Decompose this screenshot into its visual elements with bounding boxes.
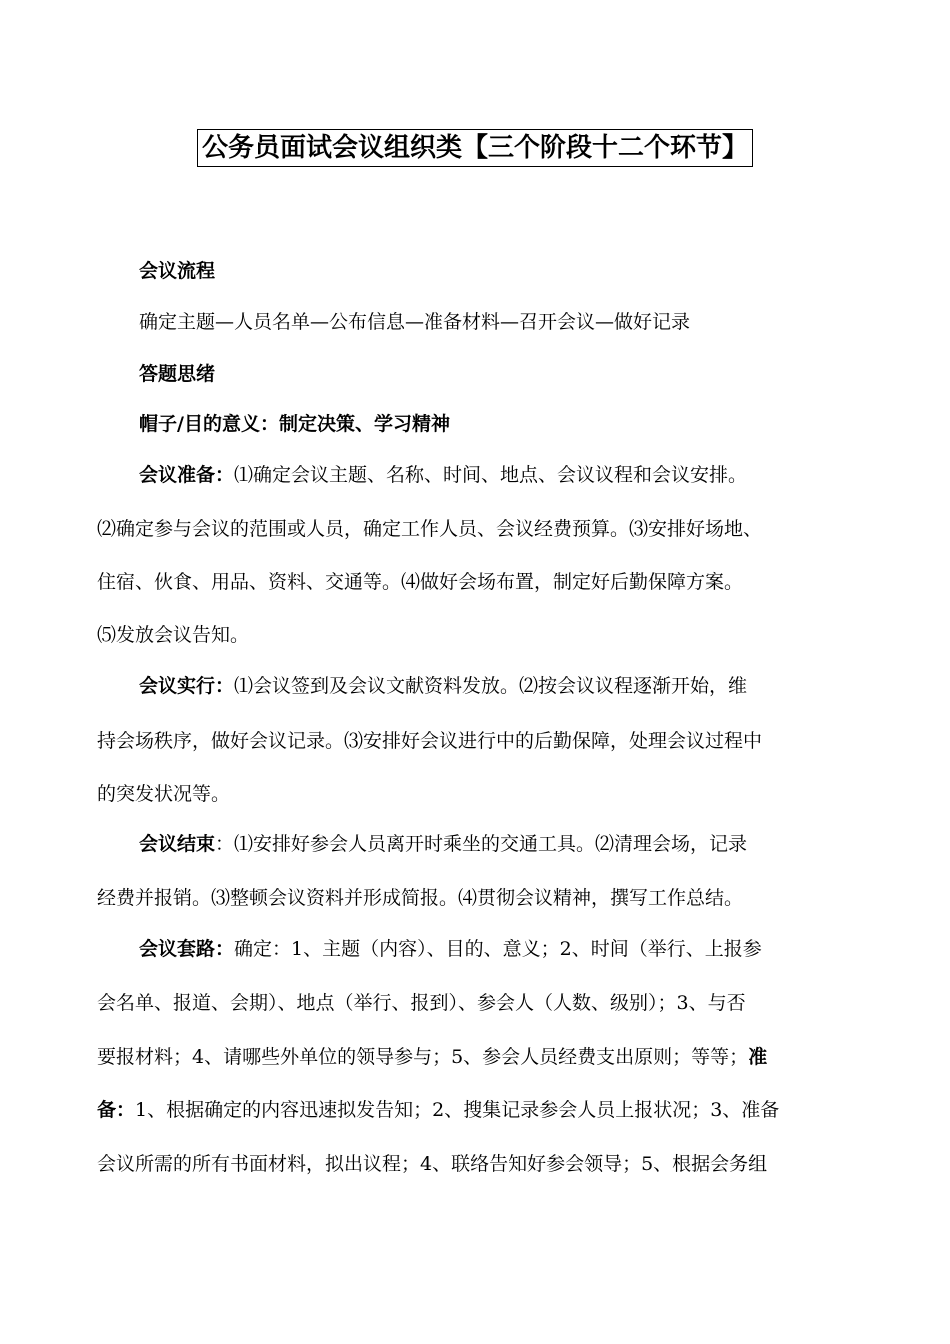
routine-line-1: 确定：1、主题（内容）、目的、意义；2、时间（举行、上报参 bbox=[234, 938, 762, 960]
end-label: 会议结束 bbox=[139, 833, 216, 855]
exec-line-1: ⑴会议签到及会议文献资料发放。⑵按会议议程逐渐开始，维 bbox=[234, 675, 748, 697]
end-line-1: ：⑴安排好参会人员离开时乘坐的交通工具。⑵清理会场，记录 bbox=[215, 833, 748, 855]
prep-label: 会议准备： bbox=[139, 464, 235, 486]
thinking-heading: 答题思绪 bbox=[139, 363, 216, 385]
exec-label: 会议实行： bbox=[139, 675, 235, 697]
hat-line: 帽子/目的意义：制定决策、学习精神 bbox=[139, 413, 450, 435]
prep-line-3: 住宿、伙食、用品、资料、交通等。⑷做好会场布置，制定好后勤保障方案。 bbox=[97, 571, 744, 593]
end-line-2: 经费并报销。⑶整顿会议资料并形成简报。⑷贯彻会议精神，撰写工作总结。 bbox=[97, 887, 744, 909]
exec-line-2: 持会场秩序，做好会议记录。⑶安排好会议进行中的后勤保障，处理会议过程中 bbox=[97, 730, 763, 752]
routine-label: 会议套路： bbox=[139, 938, 235, 960]
title-container bbox=[0, 129, 950, 167]
prep-line-1: ⑴确定会议主题、名称、时间、地点、会议议程和会议安排。 bbox=[234, 464, 748, 486]
prep-paragraph-line-1 bbox=[139, 461, 747, 489]
end-paragraph-line-1 bbox=[139, 830, 747, 858]
routine-paragraph-line-1 bbox=[139, 935, 762, 963]
routine-prep-label-end: 备： bbox=[97, 1099, 136, 1121]
prep-line-2: ⑵确定参与会议的范围或人员，确定工作人员、会议经费预算。⑶安排好场地、 bbox=[97, 518, 763, 540]
flow-text: 确定主题—人员名单—公布信息—准备材料—召开会议—做好记录 bbox=[139, 311, 691, 333]
document-title: 公务员面试会议组织类【三个阶段十二个环节】 bbox=[197, 129, 753, 167]
routine-prep-label-start: 准 bbox=[748, 1046, 768, 1068]
routine-line-4 bbox=[97, 1096, 779, 1124]
prep-line-4: ⑸发放会议告知。 bbox=[97, 624, 250, 646]
flow-heading: 会议流程 bbox=[139, 260, 216, 282]
exec-paragraph-line-1 bbox=[139, 672, 747, 700]
routine-line-2: 会名单、报道、会期）、地点（举行、报到）、参会人（人数、级别）；3、与否 bbox=[97, 992, 746, 1014]
routine-line-5: 会议所需的所有书面材料，拟出议程；4、联络告知好参会领导；5、根据会务组 bbox=[97, 1153, 768, 1175]
exec-line-3: 的突发状况等。 bbox=[97, 783, 231, 805]
routine-line-3-text: 要报材料；4、请哪些外单位的领导参与；5、参会人员经费支出原则；等等； bbox=[97, 1046, 749, 1068]
routine-line-3 bbox=[97, 1043, 767, 1071]
routine-line-4-text: 1、根据确定的内容迅速拟发告知；2、搜集记录参会人员上报状况；3、准备 bbox=[135, 1099, 780, 1121]
